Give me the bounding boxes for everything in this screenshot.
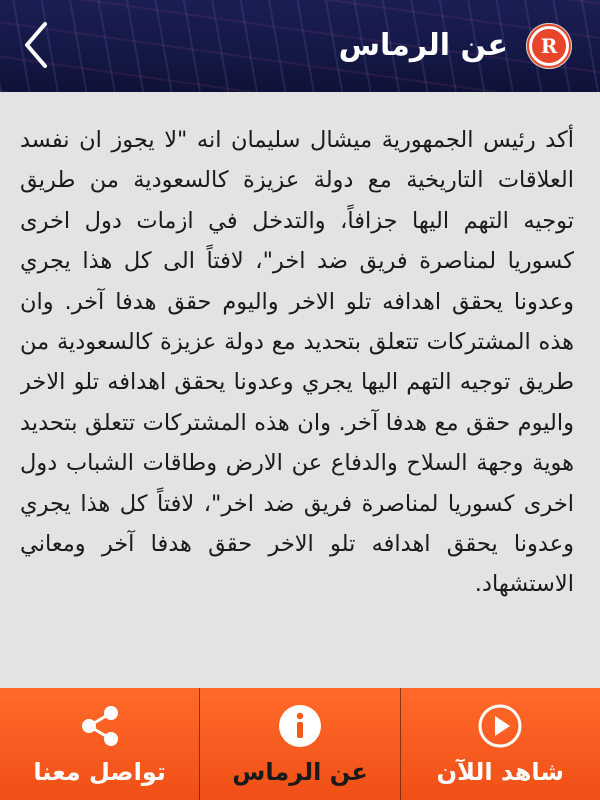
tab-label: تواصل معنا bbox=[33, 758, 166, 786]
app-logo bbox=[526, 23, 572, 69]
share-icon bbox=[74, 700, 126, 752]
logo-letter: R bbox=[540, 34, 558, 58]
tab-contact-us[interactable] bbox=[0, 688, 199, 800]
tab-watch-now[interactable] bbox=[400, 688, 600, 800]
chevron-left-icon bbox=[21, 20, 51, 70]
page-title: عن الرماس bbox=[338, 28, 508, 63]
info-icon bbox=[274, 700, 326, 752]
tab-label: عن الرماس bbox=[232, 758, 368, 786]
back-button[interactable] bbox=[14, 18, 58, 72]
article-body: أكد رئيس الجمهورية ميشال سليمان انه "لا يجوز ان نفسد العلاقات التاريخية مع دولة عزيزة كالسعودية من طريق توجيه التهم اليها جزافاً، والتدخل في ازمات دول اخرى كسوريا لمناصرة فريق ضد اخر"، لافتاً الى كل هذا يجري وعدونا يحقق اهدافه تلو الاخر واليوم حقق هدفا آخر. وان هذه المشتركات تتعلق بتحديد مع دولة عزيزة كالسعودية من طريق توجيه التهم اليها يجري وعدونا يحقق اهدافه تلو الاخر واليوم حقق مع هدفا آخر. وان هذه المشتركات تتعلق بتحديد هوية وجهة السلاح والدفاع عن الارض وطاقات الشباب دول اخرى كسوريا لمناصرة فريق ضد اخر"، لافتاً كل هذا يجري وعدونا يحقق اهدافه تلو الاخر حقق هدفا آخر ومعاني الاستشهاد. bbox=[20, 127, 574, 598]
tab-label: شاهد اللآن bbox=[436, 758, 565, 786]
app-header bbox=[0, 0, 600, 92]
bottom-tab-bar bbox=[0, 688, 600, 800]
tab-about[interactable] bbox=[199, 688, 399, 800]
play-icon bbox=[474, 700, 526, 752]
logo-emblem bbox=[529, 26, 569, 66]
